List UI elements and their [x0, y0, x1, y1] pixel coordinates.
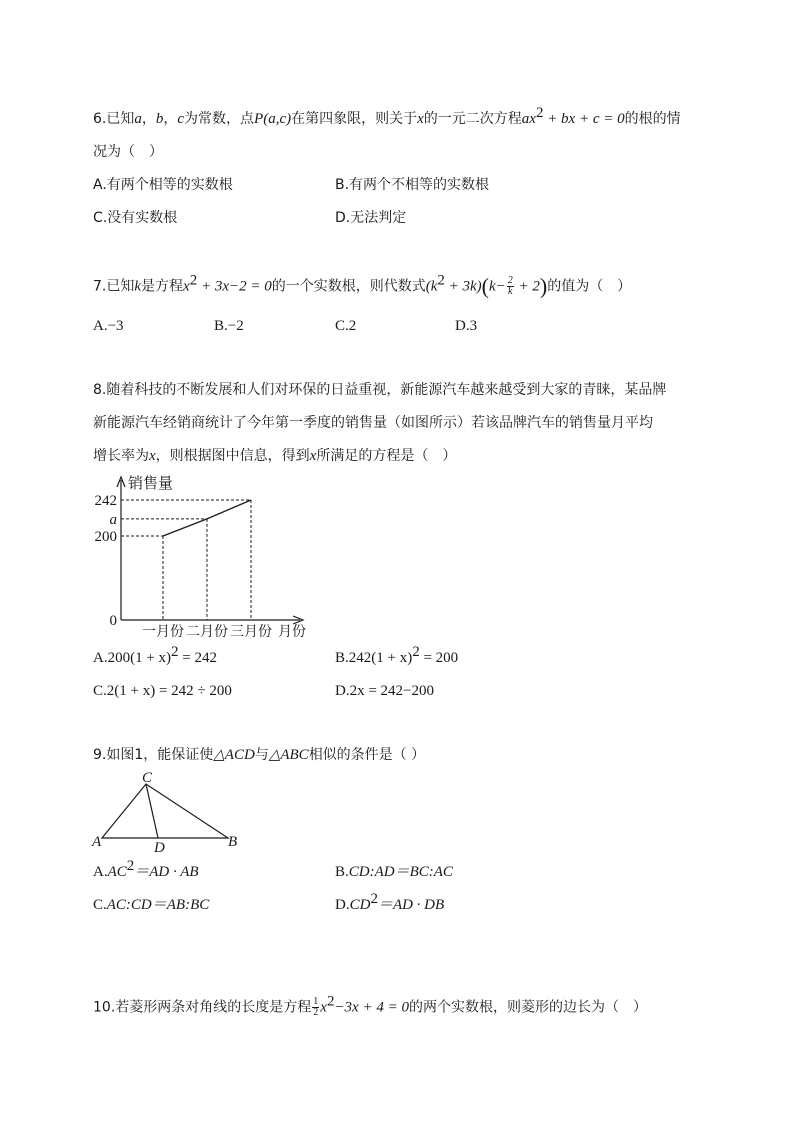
q6-stem-line1: 6.已知a，b，c为常数，点P(a,c)在第四象限，则关于x的一元二次方程$ax^2$ + bx + c = 0的根的情: [93, 105, 681, 127]
x-tick-label-2: 二月份: [186, 625, 228, 640]
q6-stem-line2: 况为（ ）: [93, 144, 163, 160]
q6-option-a: A.有两个相等的实数根: [93, 177, 233, 193]
q7-stem: 7.已知k是方程$x^2 + 3x-2 = 0$的一个实数根，则代数式$(k^2 + 3k)(k-$ $\frac{2}{k}$ + 2)的值为（ ）: [93, 272, 632, 299]
segment-cd: [146, 784, 158, 838]
y-tick-label-1: 0: [109, 613, 117, 629]
q7-option-c: C.2: [335, 318, 357, 334]
sales-line-chart: [88, 468, 328, 646]
y-axis-label: 销售量: [128, 476, 174, 492]
triangle-abc: [102, 784, 228, 838]
q6-option-b: B.有两个不相等的实数根: [335, 177, 490, 193]
q7-option-a: A.−3: [93, 318, 124, 334]
q8-stem-line2: 新能源汽车经销商统计了今年第一季度的销售量（如图所示）若该品牌汽车的销售量月平均: [93, 415, 653, 431]
q7-fraction: $\frac{2}{k}$: [507, 275, 513, 297]
y-tick-label-2: 200: [94, 529, 117, 545]
x-tick-label-1: 一月份: [142, 625, 184, 640]
label-a: A: [92, 834, 102, 850]
q6-option-c: C.没有实数根: [93, 210, 178, 226]
y-tick-label-4: 242: [94, 493, 117, 509]
q9-option-c: C.AC:CD＝AB:BC: [93, 897, 210, 913]
q7-option-b: B.−2: [214, 318, 244, 334]
label-d: D: [154, 840, 165, 854]
q8-option-c: C.2(1 + x) = 242 ÷ 200: [93, 683, 232, 699]
y-tick-label-3: a: [109, 511, 117, 528]
label-b: B: [228, 834, 238, 850]
q8-stem-line1: 8.随着科技的不断发展和人们对环保的日益重视，新能源汽车越来越受到大家的青睐，某品牌: [93, 382, 667, 398]
q8-option-a: $A.200(1 + x)^2 = 242$: [93, 644, 218, 666]
triangle-figure: [88, 768, 248, 854]
q8-option-d: D.2x = 242−200: [335, 683, 435, 699]
x-axis-label: 月份: [278, 625, 306, 640]
q10-fraction: $\frac{1}{2}$: [313, 996, 319, 1018]
q7-option-d: D.3: [455, 318, 478, 334]
q9-option-a: $A.AC^2=AD$ · AB: [93, 858, 199, 880]
label-c: C: [142, 770, 153, 786]
q9-option-b: B.CD:AD＝BC:AC: [335, 864, 453, 880]
q9-option-d: $D.CD^2=AD$ · DB: [335, 891, 445, 913]
q6-option-d: D.无法判定: [335, 210, 407, 226]
q8-option-b: $B.242(1 + x)^2 = 200$: [335, 644, 459, 666]
q8-stem-line3: 增长率为x，则根据图中信息，得到x所满足的方程是（ ）: [93, 448, 457, 464]
x-tick-label-3: 三月份: [230, 625, 272, 640]
q10-stem: 10.若菱形两条对角线的长度是方程 $\frac{1}{2}$ $x^2-3x + 4 = 0$的两个实数根，则菱形的边长为（ ）: [93, 993, 647, 1018]
q9-stem: 9.如图1，能保证使△ACD与△ABC相似的条件是（ ）: [93, 747, 426, 763]
